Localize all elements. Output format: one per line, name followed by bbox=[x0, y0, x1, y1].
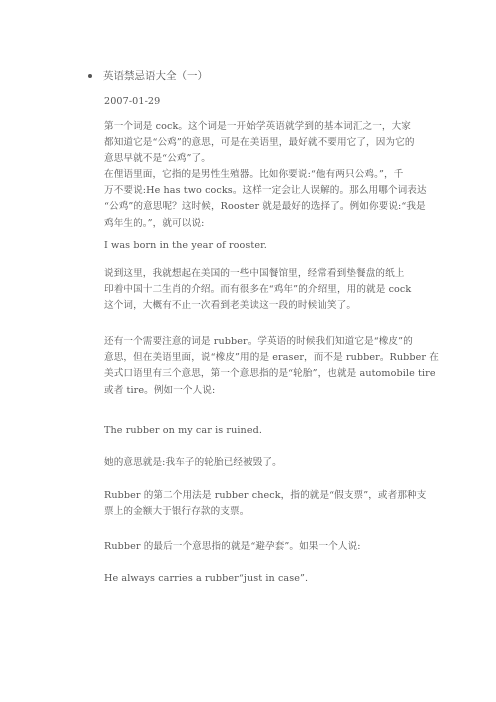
paragraph-line: He always carries a rubber“just in case”. bbox=[104, 573, 309, 584]
paragraph-1 bbox=[104, 119, 422, 168]
paragraph-line: 都知道它是“公鸡”的意思，可是在美语里，最好就不要用它了，因为它的 bbox=[104, 137, 415, 149]
paragraph-line: 意思，但在美语里面，说“橡皮”用的是 eraser，而不是 rubber。Rubber 在 bbox=[104, 352, 439, 364]
paragraph-line: 票上的金额大于银行存款的支票。 bbox=[104, 506, 250, 518]
paragraph-line: I was born in the year of rooster. bbox=[104, 240, 267, 251]
article-title: 英语禁忌语大全（一） bbox=[103, 70, 208, 82]
paragraph-line: 或者 tire。例如一个人说: bbox=[104, 384, 216, 396]
paragraph-line: Rubber 的最后一个意思指的就是“避孕套”。如果一个人说: bbox=[104, 541, 361, 552]
paragraph-2 bbox=[104, 167, 427, 232]
paragraph-line: 在俚语里面，它指的是男性生殖器。比如你要说:“他有两只公鸡。”，千 bbox=[104, 169, 404, 180]
article-date: 2007-01-29 bbox=[104, 96, 161, 107]
paragraph-5 bbox=[104, 334, 439, 399]
paragraph-line: 这个词，大概有不止一次看到老美读这一段的时候讪笑了。 bbox=[104, 300, 357, 312]
paragraph-line: 第一个词是 cock。这个词是一开始学英语就学到的基本词汇之一，大家 bbox=[104, 121, 412, 132]
bullet-icon bbox=[88, 74, 92, 78]
paragraph-line: Rubber 的第二个用法是 rubber check，指的就是“假支票”，或者那种支 bbox=[104, 490, 427, 501]
paragraph-line: 还有一个需要注意的词是 rubber。学英语的时候我们知道它是“橡皮”的 bbox=[104, 336, 413, 347]
paragraph-9 bbox=[104, 539, 422, 555]
paragraph-6 bbox=[104, 423, 422, 439]
paragraph-line: 鸡年生的。”，就可以说: bbox=[104, 217, 205, 229]
paragraph-3 bbox=[104, 238, 422, 254]
paragraph-line: 她的意思就是:我车子的轮胎已经被毁了。 bbox=[104, 457, 282, 468]
paragraph-4 bbox=[104, 266, 422, 315]
paragraph-10 bbox=[104, 571, 422, 587]
paragraph-line: “公鸡”的意思呢？这时候，Rooster 就是最好的选择了。例如你要说:“我是 bbox=[104, 201, 426, 213]
paragraph-8 bbox=[104, 488, 427, 520]
paragraph-line: 美式口语里有三个意思，第一个意思指的是“轮胎”，也就是 automobile tire bbox=[104, 368, 436, 380]
paragraph-line: 印着中国十二生肖的介绍。而有很多在“鸡年”的介绍里，用的就是 cock bbox=[104, 284, 412, 296]
article-title-row bbox=[88, 68, 208, 83]
paragraph-line: 意思早就不是“公鸡”了。 bbox=[104, 153, 211, 165]
paragraph-line: The rubber on my car is ruined. bbox=[104, 425, 262, 436]
paragraph-line: 万不要说:He has two cocks。这样一定会让人误解的。那么用哪个词表达 bbox=[104, 185, 427, 197]
paragraph-7 bbox=[104, 455, 422, 471]
paragraph-line: 说到这里，我就想起在美国的一些中国餐馆里，经常看到垫餐盘的纸上 bbox=[104, 268, 405, 279]
